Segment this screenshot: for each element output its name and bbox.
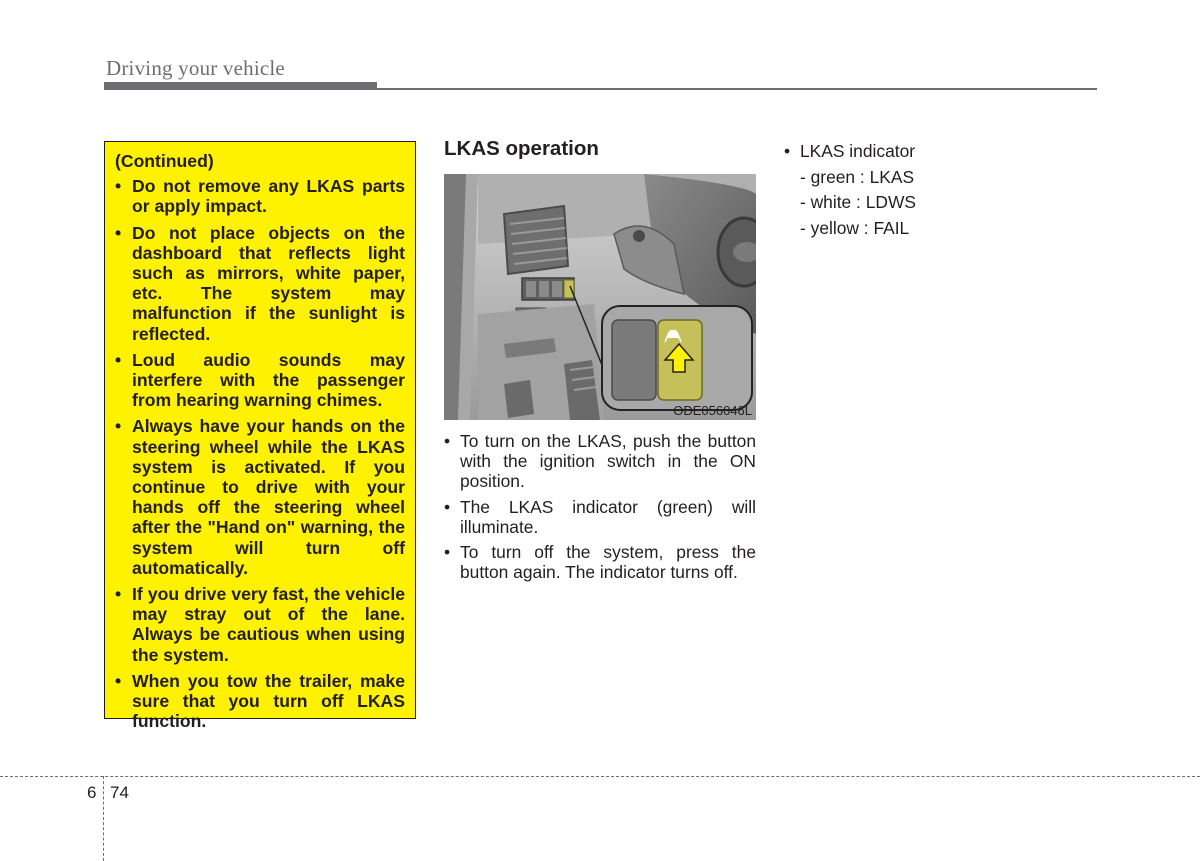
footer-divider (103, 776, 104, 861)
warning-box (104, 141, 416, 732)
instruction-list (444, 431, 756, 587)
warning-item: • Do not place objects on the dashboard that reflects light such as mirrors, white paper, etc. The system may malfunction if the sunlight is reflected. (115, 223, 405, 344)
instruction-item: • To turn off the system, press the button again. The indicator turns off. (444, 542, 756, 582)
figure-code: ODE056046L (673, 403, 752, 418)
lkas-figure (444, 174, 756, 420)
chapter-number: 6 (87, 783, 97, 802)
indicator-label: • LKAS indicator (784, 139, 916, 165)
section-header-title: Driving your vehicle (106, 56, 285, 80)
indicator-item-yellow: - yellow : FAIL (800, 217, 910, 238)
instruction-item: • The LKAS indicator (green) will illuminate. (444, 497, 756, 537)
section-title: LKAS operation (444, 137, 599, 160)
footer-rule (0, 776, 1200, 777)
indicator-item-white: - white : LDWS (800, 192, 916, 212)
indicator-item-green: - green : LKAS (800, 166, 915, 187)
warning-item: • When you tow the trailer, make sure that you turn off LKAS function. (115, 671, 405, 732)
header-rule-thin (377, 88, 1097, 90)
dashboard-illustration (444, 174, 756, 420)
warning-item: • Loud audio sounds may interfere with the passenger from hearing warning chimes. (115, 350, 405, 411)
header-rule-thick (104, 82, 377, 90)
warning-list (115, 176, 405, 731)
indicator-block (784, 139, 916, 241)
continued-label: (Continued) (115, 151, 214, 171)
warning-item: • If you drive very fast, the vehicle may stray out of the lane. Always be cautious when using the system. (115, 584, 405, 665)
warning-item: • Always have your hands on the steering wheel while the LKAS system is activated. If you continue to drive with your hands off the steering wheel after the "Hand on" warning, the system will turn off automatically. (115, 416, 405, 578)
instruction-item: • To turn on the LKAS, push the button with the ignition switch in the ON position. (444, 431, 756, 492)
warning-item: • Do not remove any LKAS parts or apply impact. (115, 176, 405, 216)
page-number: 74 (110, 783, 129, 802)
